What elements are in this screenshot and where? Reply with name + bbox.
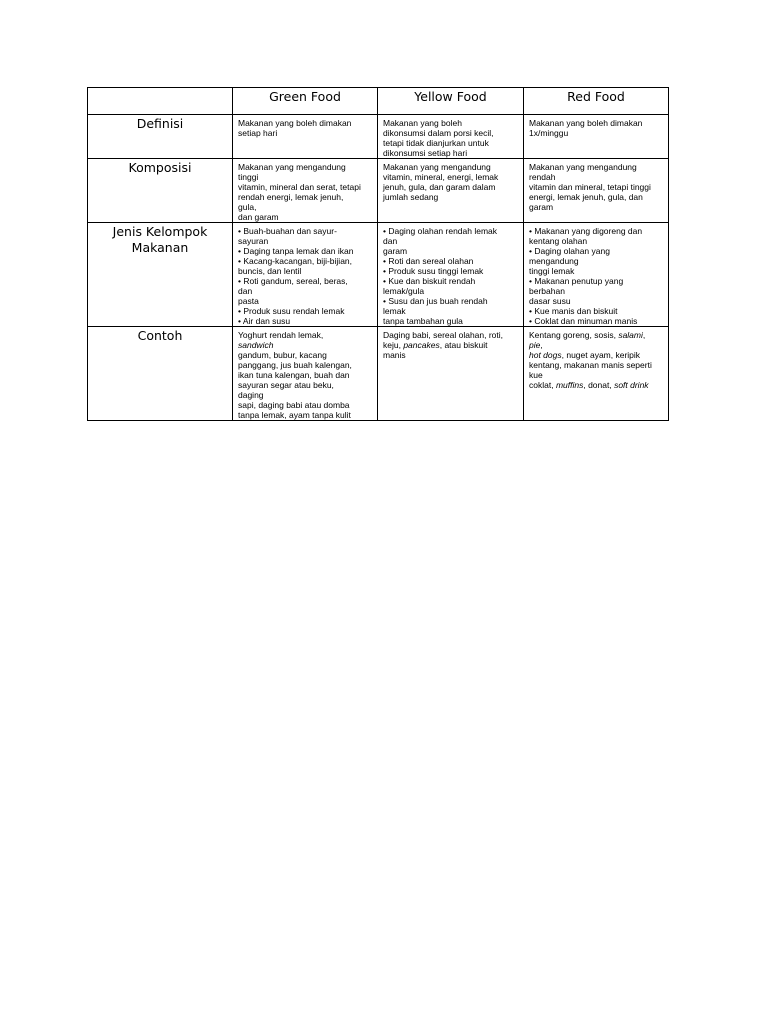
cell-text-line: ikan tuna kalengan, buah dan <box>238 370 350 380</box>
cell-text-line: daging <box>238 390 264 400</box>
cell-text-line: kentang, makanan manis seperti <box>529 360 652 370</box>
cell-text-line: setiap hari <box>238 128 278 138</box>
cell-text-line: tetapi tidak dianjurkan untuk <box>383 138 489 148</box>
cell-text-line: pie, <box>529 340 543 350</box>
cell-text-line: Makanan yang boleh dimakan <box>238 118 352 128</box>
row-label <box>88 327 233 421</box>
cell-text-line: • Buah-buahan dan sayur- <box>238 226 337 236</box>
cell-text-line: sayuran <box>238 236 269 246</box>
cell-text-line: garam <box>529 202 554 212</box>
row-label-line: Komposisi <box>128 160 192 175</box>
cell-text-line: buncis, dan lentil <box>238 266 302 276</box>
header-red-food: Red Food <box>524 88 669 115</box>
cell-text-line: tanpa tambahan gula <box>383 316 463 326</box>
cell-text-line: kue <box>529 370 543 380</box>
cell-text-line: sayuran segar atau beku, <box>238 380 334 390</box>
cell-text-line: tanpa lemak, ayam tanpa kulit <box>238 410 351 420</box>
cell-text-line: • Makanan penutup yang <box>529 276 624 286</box>
cell-text-line: • Kue dan biskuit rendah <box>383 276 476 286</box>
cell-text-line: tinggi lemak <box>529 266 575 276</box>
cell-text-line: kentang olahan <box>529 236 588 246</box>
header-row <box>88 88 669 115</box>
cell-text-line: vitamin, mineral dan serat, tetapi <box>238 182 361 192</box>
cell-yellow-food <box>378 223 524 327</box>
cell-text-line: sapi, daging babi atau domba <box>238 400 350 410</box>
cell-text-line: gandum, bubur, kacang <box>238 350 327 360</box>
cell-text-line: energi, lemak jenuh, gula, dan <box>529 192 643 202</box>
cell-text-line: dan <box>238 286 253 296</box>
row-definisi <box>88 115 669 159</box>
row-label-line: Jenis Kelompok <box>112 224 208 239</box>
cell-red-food <box>524 115 669 159</box>
cell-text-line: • Daging olahan yang <box>529 246 610 256</box>
row-label <box>88 223 233 327</box>
cell-green-food <box>233 327 378 421</box>
cell-text-line: jenuh, gula, dan garam dalam <box>383 182 496 192</box>
cell-green-food <box>233 159 378 223</box>
cell-text-line: manis <box>383 350 406 360</box>
cell-text-line: • Susu dan jus buah rendah <box>383 296 488 306</box>
row-label <box>88 115 233 159</box>
row-label-line: Makanan <box>131 240 189 255</box>
row-label <box>88 159 233 223</box>
cell-text-line: • Makanan yang digoreng dan <box>529 226 643 236</box>
cell-text-line: • Air dan susu <box>238 316 291 326</box>
cell-text-line: Yoghurt rendah lemak, <box>238 330 324 340</box>
cell-text-line: • Roti dan sereal olahan <box>383 256 474 266</box>
cell-yellow-food <box>378 159 524 223</box>
cell-text-line: Makanan yang mengandung <box>529 162 637 172</box>
cell-text-line: • Kue manis dan biskuit <box>529 306 618 316</box>
header-green-food: Green Food <box>233 88 378 115</box>
cell-text-line: Daging babi, sereal olahan, roti, <box>383 330 504 340</box>
cell-text-line: • Daging olahan rendah lemak <box>383 226 498 236</box>
cell-text-line: sandwich <box>238 340 274 350</box>
cell-text-line: rendah energi, lemak jenuh, <box>238 192 344 202</box>
cell-text-line: • Roti gandum, sereal, beras, <box>238 276 348 286</box>
cell-text-line: coklat, muffins, donat, soft drink <box>529 380 649 390</box>
cell-text-line: Kentang goreng, sosis, salami, <box>529 330 646 340</box>
row-jenis-kelompok-makanan <box>88 223 669 327</box>
cell-text-line: rendah <box>529 172 556 182</box>
cell-text-line: dikonsumsi dalam porsi kecil, <box>383 128 494 138</box>
cell-text-line: keju, pancakes, atau biskuit <box>383 340 488 350</box>
cell-yellow-food <box>378 115 524 159</box>
cell-text-line: Makanan yang boleh dimakan <box>529 118 643 128</box>
cell-red-food <box>524 223 669 327</box>
row-komposisi <box>88 159 669 223</box>
cell-text-line: panggang, jus buah kalengan, <box>238 360 352 370</box>
cell-text-line: 1x/minggu <box>529 128 569 138</box>
cell-text-line: dikonsumsi setiap hari <box>383 148 468 158</box>
row-label-line: Definisi <box>136 116 184 131</box>
cell-text-line: Makanan yang mengandung <box>383 162 491 172</box>
header-empty-cell <box>88 88 233 115</box>
cell-text-line: gula, <box>238 202 257 212</box>
cell-text-line: • Coklat dan minuman manis <box>529 316 638 326</box>
cell-yellow-food <box>378 327 524 421</box>
cell-text-line: • Produk susu tinggi lemak <box>383 266 484 276</box>
cell-text-line: tinggi <box>238 172 259 182</box>
row-label-line: Contoh <box>137 328 183 343</box>
cell-text-line: Makanan yang boleh <box>383 118 462 128</box>
cell-text-line: pasta <box>238 296 259 306</box>
cell-text-line: • Daging tanpa lemak dan ikan <box>238 246 354 256</box>
cell-text-line: vitamin, mineral, energi, lemak <box>383 172 499 182</box>
cell-red-food <box>524 327 669 421</box>
cell-text-line: dan <box>383 236 398 246</box>
cell-green-food <box>233 223 378 327</box>
cell-text-line: dan garam <box>238 212 279 222</box>
food-classification-table <box>87 87 669 421</box>
cell-text-line: hot dogs, nuget ayam, keripik <box>529 350 641 360</box>
cell-text-line: mengandung <box>529 256 579 266</box>
cell-green-food <box>233 115 378 159</box>
cell-text-line: lemak <box>383 306 406 316</box>
header-yellow-food: Yellow Food <box>378 88 524 115</box>
cell-text-line: dasar susu <box>529 296 571 306</box>
cell-text-line: garam <box>383 246 408 256</box>
row-contoh <box>88 327 669 421</box>
cell-text-line: Makanan yang mengandung <box>238 162 346 172</box>
cell-text-line: lemak/gula <box>383 286 425 296</box>
cell-text-line: jumlah sedang <box>383 192 439 202</box>
cell-text-line: • Produk susu rendah lemak <box>238 306 345 316</box>
cell-red-food <box>524 159 669 223</box>
cell-text-line: • Kacang-kacangan, biji-bijian, <box>238 256 353 266</box>
cell-text-line: berbahan <box>529 286 565 296</box>
cell-text-line: vitamin dan mineral, tetapi tinggi <box>529 182 651 192</box>
